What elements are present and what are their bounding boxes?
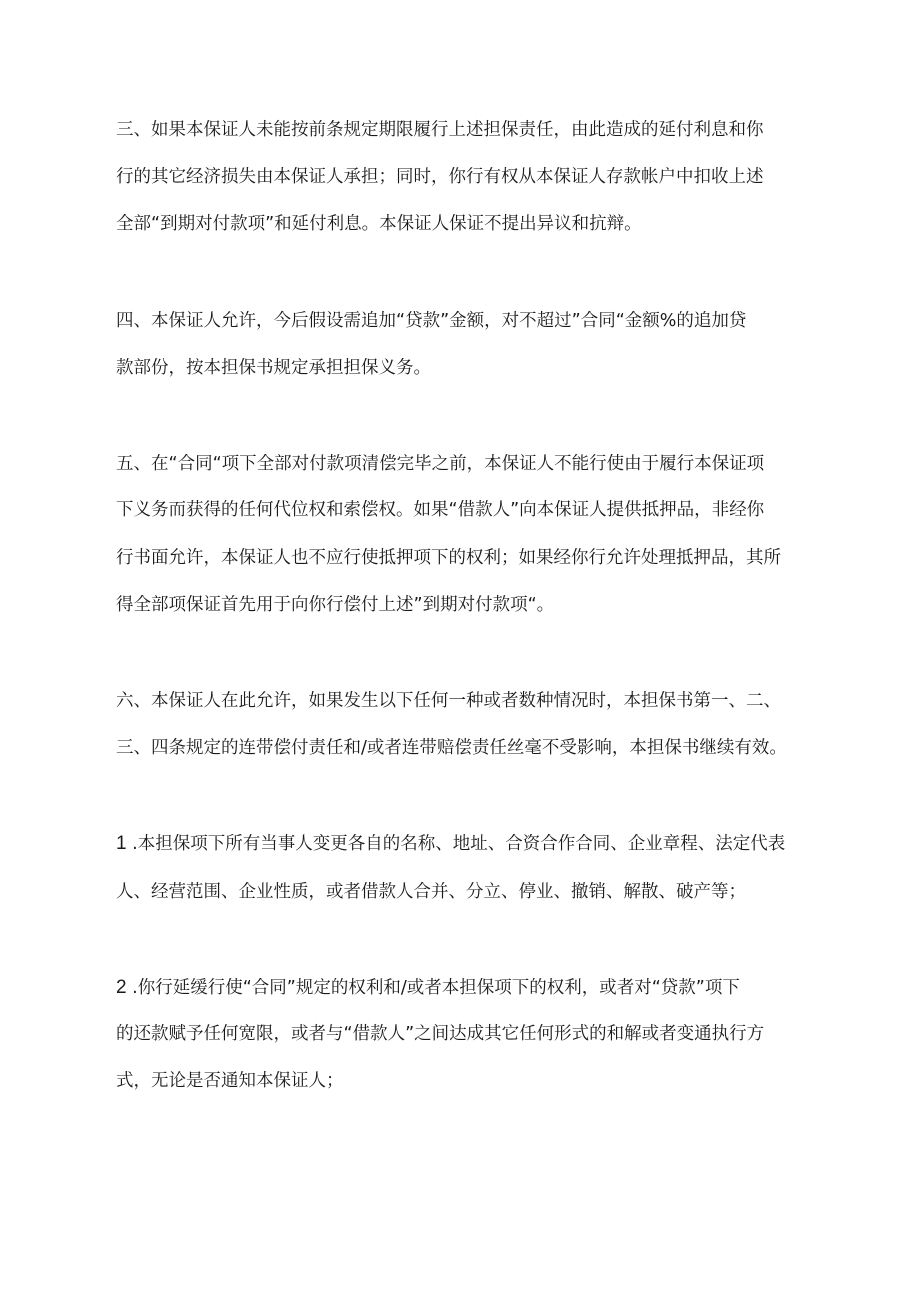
clause-5-line-1: 五、在“合同“项下全部对付款项清偿完毕之前，本保证人不能行使由于履行本保证项 bbox=[116, 454, 765, 474]
item-2-line-1 bbox=[116, 976, 836, 1000]
item-1-line-2: 人、经营范围、企业性质，或者借款人合并、分立、停业、撤销、解散、破产等； bbox=[116, 882, 746, 902]
clause-3-line-1: 三、如果本保证人未能按前条规定期限履行上述担保责任，由此造成的延付利息和你 bbox=[116, 120, 764, 140]
item-1-number: 1 bbox=[116, 833, 127, 854]
clause-5-line-3: 行书面允许，本保证人也不应行使抵押项下的权利；如果经你行允许处理抵押品，其所 bbox=[116, 548, 781, 568]
item-2-number: 2 bbox=[116, 977, 127, 998]
clause-3-line-2: 行的其它经济损失由本保证人承担；同时，你行有权从本保证人存款帐户中扣收上述 bbox=[116, 167, 764, 187]
clause-4-line-2: 款部份，按本担保书规定承担担保义务。 bbox=[116, 358, 431, 378]
clause-5-line-2: 下义务而获得的任何代位权和索偿权。如果“借款人”向本保证人提供抵押品，非经你 bbox=[116, 500, 765, 520]
clause-6-line-2: 三、四条规定的连带偿付责任和/或者连带赔偿责任丝毫不受影响，本担保书继续有效。 bbox=[116, 738, 787, 758]
item-2-text: .你行延缓行使“合同”规定的权利和/或者本担保项下的权利，或者对“贷款”项下 bbox=[126, 978, 740, 998]
item-2-line-3: 式，无论是否通知本保证人； bbox=[116, 1071, 344, 1091]
item-1-text: .本担保项下所有当事人变更各自的名称、地址、合资合作合同、企业章程、法定代表 bbox=[126, 834, 786, 854]
clause-4-line-1: 四、本保证人允许，今后假设需追加“贷款”金额，对不超过”合同“金额%的追加贷 bbox=[116, 311, 747, 331]
clause-6-line-1: 六、本保证人在此允许，如果发生以下任何一种或者数种情况时，本担保书第一、二、 bbox=[116, 691, 781, 711]
item-2-line-2: 的还款赋予任何宽限，或者与“借款人”之间达成其它任何形式的和解或者变通执行方 bbox=[116, 1024, 765, 1044]
clause-5-line-4: 得全部项保证首先用于向你行偿付上述”到期对付款项“。 bbox=[116, 595, 555, 615]
item-1-line-1 bbox=[116, 832, 836, 856]
clause-3-line-3: 全部“到期对付款项”和延付利息。本保证人保证不提出异议和抗辩。 bbox=[116, 214, 642, 234]
